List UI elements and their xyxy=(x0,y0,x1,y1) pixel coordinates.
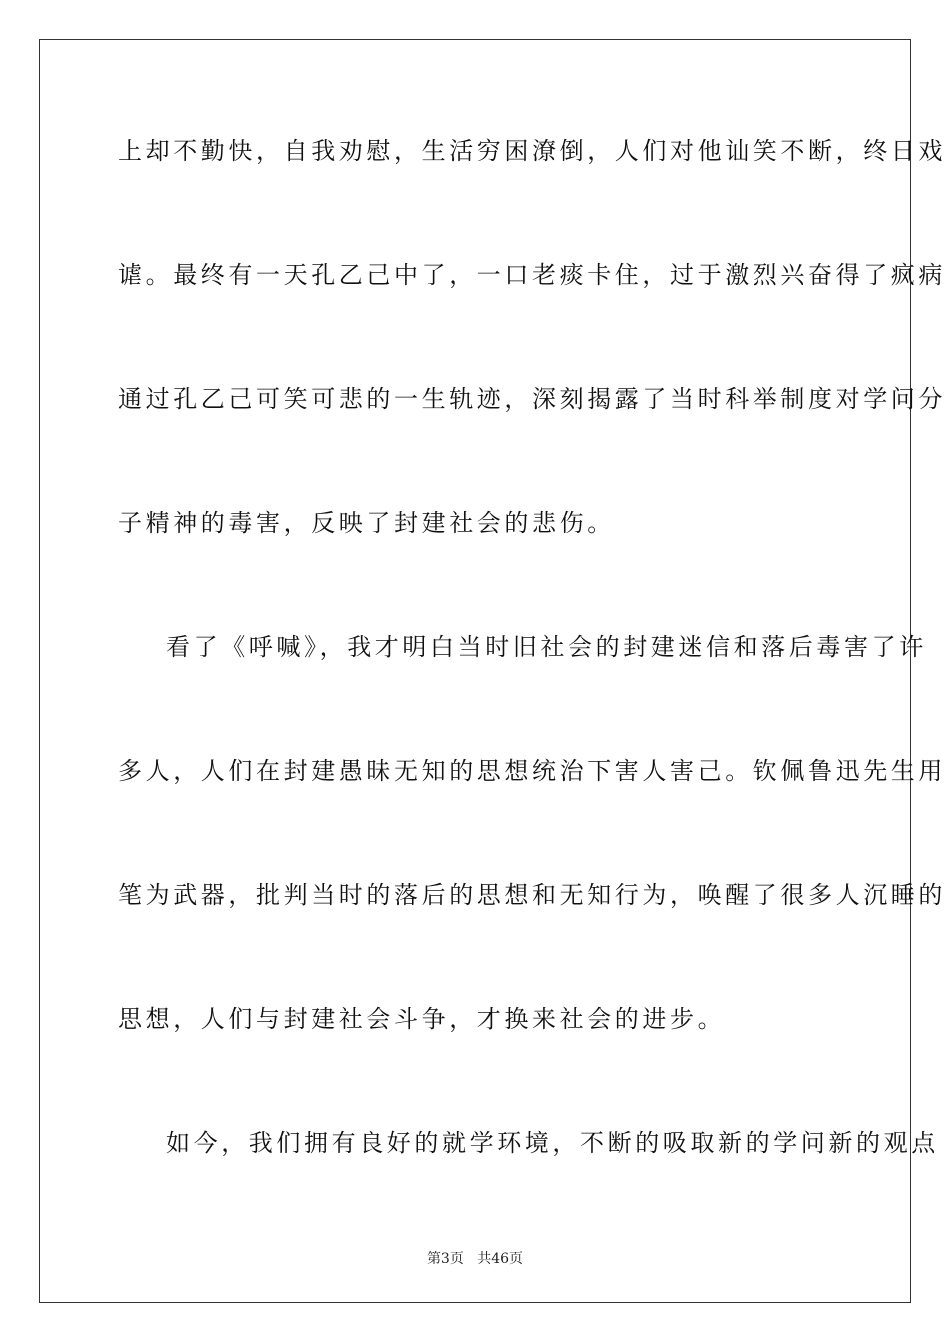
page-total: 共46页 xyxy=(477,1251,524,1267)
body-line-4: 子精神的毒害，反映了封建社会的悲伤。 xyxy=(118,509,615,537)
body-line-3: 通过孔乙己可笑可悲的一生轨迹，深刻揭露了当时科举制度对学问分 xyxy=(118,385,946,413)
body-line-5: 看了《呼喊》，我才明白当时旧社会的封建迷信和落后毒害了许 xyxy=(166,633,927,661)
body-line-1: 上却不勤快，自我劝慰，生活穷困潦倒，人们对他讪笑不断，终日戏 xyxy=(118,137,946,165)
body-line-6: 多人，人们在封建愚昧无知的思想统治下害人害己。钦佩鲁迅先生用 xyxy=(118,757,946,785)
page-number: 第3页 xyxy=(426,1251,464,1267)
page-footer xyxy=(0,1248,950,1268)
body-line-9: 如今，我们拥有良好的就学环境，不断的吸取新的学问新的观点 xyxy=(166,1129,939,1157)
page-frame xyxy=(39,39,946,1303)
body-line-2: 谑。最终有一天孔乙己中了，一口老痰卡住，过于激烈兴奋得了疯病 xyxy=(118,261,946,289)
body-line-7: 笔为武器，批判当时的落后的思想和无知行为，唤醒了很多人沉睡的 xyxy=(118,881,946,909)
body-line-8: 思想，人们与封建社会斗争，才换来社会的进步。 xyxy=(118,1005,726,1033)
